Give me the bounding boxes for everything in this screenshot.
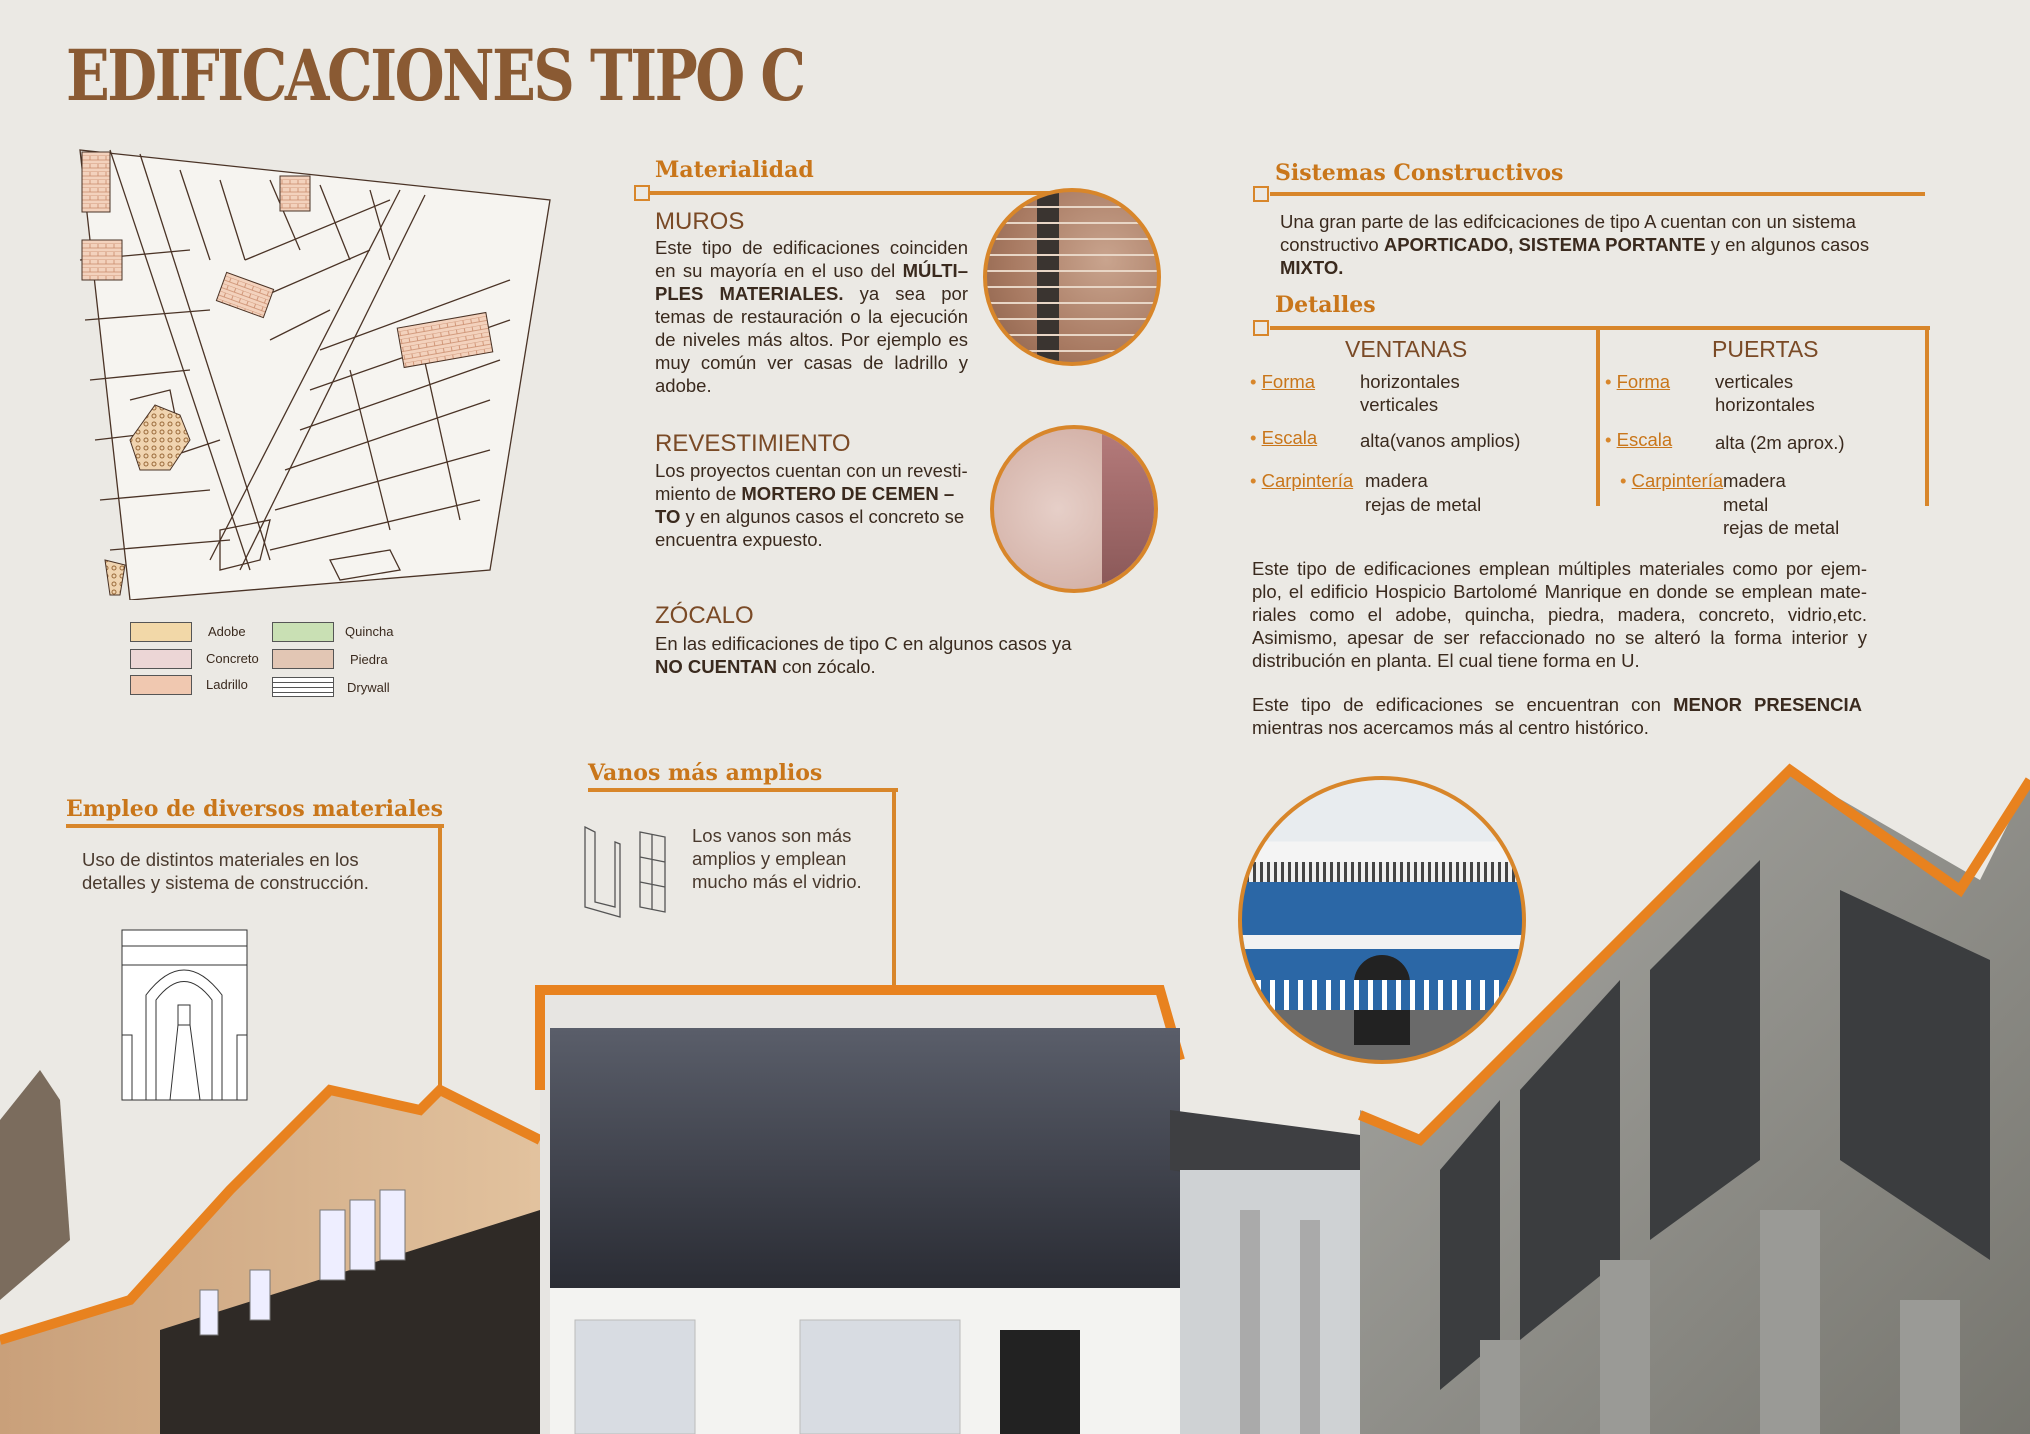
zocalo-text: En las edificaciones de tipo C en algunos casos ya NO CUENTAN con zócalo. xyxy=(655,633,1072,677)
legend-swatch-concreto xyxy=(130,649,192,669)
legend-swatch-piedra xyxy=(272,649,334,669)
zocalo-title: ZÓCALO xyxy=(655,602,754,629)
legend-label-piedra: Piedra xyxy=(350,652,388,667)
puertas-escala-link[interactable]: Escala xyxy=(1616,429,1673,450)
page-title: EDIFICACIONES TIPO C xyxy=(66,34,804,117)
muros-text: Este tipo de edificaciones coinciden en su mayoría en el uso del MÚLTI– PLES MATERIALES. ya sea por temas de restauración o la ejecución de niveles más altos. Por ejemplo es muy común ver casas de ladrillo y adobe. xyxy=(655,237,968,396)
puertas-escala-value: alta (2m aprox.) xyxy=(1715,432,1845,453)
revestimiento-text: Los proyectos cuentan con un revesti- miento de MORTERO DE CEMEN – TO y en algunos casos el concreto se encuentra expuesto. xyxy=(655,460,968,550)
legend-swatch-ladrillo xyxy=(130,675,192,695)
detalles-rule xyxy=(1270,326,1930,330)
detalles-divider xyxy=(1596,326,1600,506)
empleo-heading: Empleo de diversos materiales xyxy=(66,796,444,822)
street-panorama xyxy=(0,740,2030,1434)
muros-title: MUROS xyxy=(655,208,745,235)
puertas-carp-1: madera xyxy=(1723,470,1786,491)
detalles-right-rule xyxy=(1925,326,1929,506)
legend xyxy=(130,622,430,702)
vanos-heading: Vanos más amplios xyxy=(588,760,823,786)
detalles-heading: Detalles xyxy=(1275,292,1376,318)
materialidad-heading: Materialidad xyxy=(655,157,814,183)
puertas-carp-2: metal xyxy=(1723,494,1769,515)
ventanas-escala-value: alta(vanos amplios) xyxy=(1360,430,1521,451)
sistemas-rule xyxy=(1270,192,1925,196)
puertas-details: • Forma verticales horizontales • Escala alta (2m aprox.) • Carpintería madera metal rejas de metal xyxy=(1605,371,1845,538)
sistemas-heading: Sistemas Constructivos xyxy=(1275,160,1564,186)
ventanas-forma-link[interactable]: Forma xyxy=(1261,371,1316,392)
empleo-text: Uso de distintos materiales en los detalles y sistema de construcción. xyxy=(82,849,369,893)
legend-swatch-adobe xyxy=(130,622,192,642)
revestimiento-title: REVESTIMIENTO xyxy=(655,430,851,457)
ventanas-details: • Forma horizontales verticales • Escala alta(vanos amplios) • Carpintería madera rejas de metal xyxy=(1250,371,1521,515)
puertas-title: PUERTAS xyxy=(1712,336,1819,362)
ventanas-forma-2: verticales xyxy=(1360,394,1439,415)
ventanas-carpinteria-link[interactable]: Carpintería xyxy=(1261,470,1354,491)
puertas-forma-link[interactable]: Forma xyxy=(1616,371,1671,392)
ventanas-forma-1: horizontales xyxy=(1360,371,1460,392)
legend-label-drywall: Drywall xyxy=(347,680,390,695)
puertas-carp-3: rejas de metal xyxy=(1723,517,1840,538)
legend-label-quincha: Quincha xyxy=(345,624,394,639)
legend-label-concreto: Concreto xyxy=(206,651,259,666)
ventanas-title: VENTANAS xyxy=(1345,336,1468,362)
ventanas-escala-link[interactable]: Escala xyxy=(1261,427,1318,448)
legend-swatch-drywall xyxy=(272,677,334,697)
ventanas-carp-2: rejas de metal xyxy=(1365,494,1482,515)
detalles-marker xyxy=(1253,320,1269,336)
sistemas-text: Una gran parte de las edifcicaciones de tipo A cuentan con un sistema constructivo APORTICADO, SISTEMA PORTANTE y en algunos casos MIXTO. xyxy=(1280,211,1870,278)
site-plan-map xyxy=(70,140,560,600)
puertas-carpinteria-link[interactable]: Carpintería xyxy=(1631,470,1724,491)
detalles-paragraph-2: Este tipo de edificaciones se encuentran con MENOR PRESENCIA mientras nos acercamos más al centro histórico. xyxy=(1252,694,1862,738)
puertas-forma-2: horizontales xyxy=(1715,394,1815,415)
vanos-text: Los vanos son más amplios y emplean mucho más el vidrio. xyxy=(692,825,862,892)
sistemas-marker xyxy=(1253,186,1269,202)
legend-label-ladrillo: Ladrillo xyxy=(206,677,248,692)
revestimiento-photo xyxy=(990,425,1158,593)
materialidad-marker xyxy=(634,185,650,201)
detalles-paragraph-1: Este tipo de edificaciones emplean múltiples materiales como por ejem- plo, el edificio Hospicio Bartolomé Manrique en donde se emplean mate- riales como el adobe, quincha, piedra, madera, concreto, vidrio,etc. Asimismo, apesar de ser refaccionado no se alteró la forma interior y distribución en planta. El cual tiene forma en U. xyxy=(1252,558,1867,671)
legend-swatch-quincha xyxy=(272,622,334,642)
ventanas-carp-1: madera xyxy=(1365,470,1428,491)
puertas-forma-1: verticales xyxy=(1715,371,1794,392)
legend-label-adobe: Adobe xyxy=(208,624,246,639)
muros-photo xyxy=(983,188,1161,366)
